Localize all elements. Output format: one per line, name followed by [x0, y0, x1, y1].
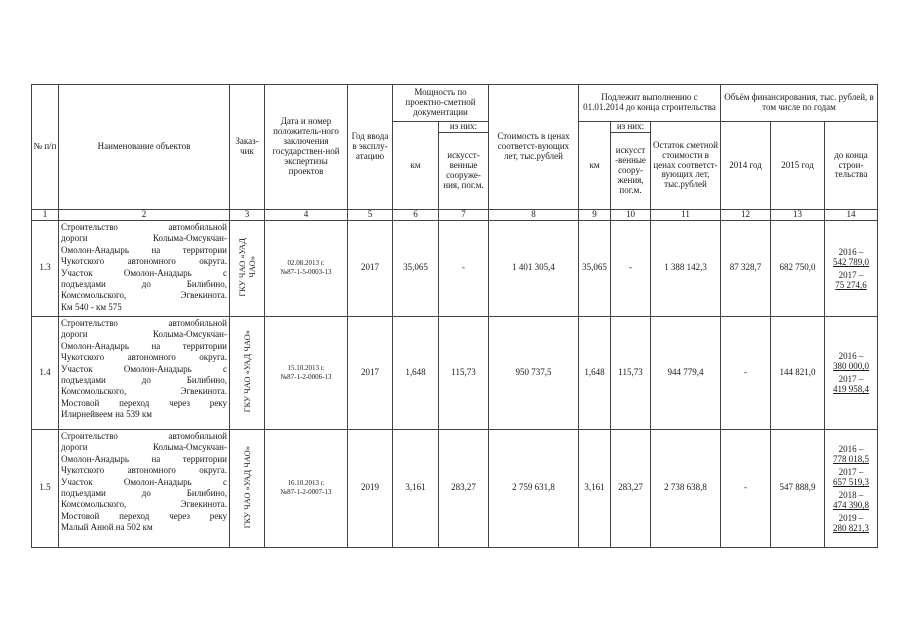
financing-amount: 380 000,0: [833, 361, 870, 372]
header-name: Наименование объектов: [59, 85, 230, 210]
financing-amount: 75 274,6: [835, 279, 867, 290]
financing-year-block: [826, 351, 876, 371]
todo-artificial: 115,73: [611, 316, 651, 429]
financing-until-end: [825, 429, 878, 547]
commission-year: 2019: [348, 429, 393, 547]
column-number-row: [32, 210, 878, 221]
capacity-km: 3,161: [393, 429, 439, 547]
object-name-line: Участок Омолон-Анадырь с: [61, 476, 227, 487]
customer-cell: [230, 220, 265, 316]
table-row: [32, 220, 878, 316]
object-name-line: Строительство автомобильной: [61, 430, 227, 441]
object-name-line: Км 540 - км 575: [61, 301, 122, 312]
header-capacity: Мощность по проектно-сметной документации: [393, 85, 489, 122]
customer-cell: [230, 316, 265, 429]
commission-year: 2017: [348, 220, 393, 316]
header-row-1: [32, 85, 878, 122]
conclusion-date: 02.08.2013 г.: [287, 259, 325, 268]
object-name-line: Илирнейвеем на 539 км: [61, 409, 152, 420]
header-of-which2: из них:: [611, 122, 651, 133]
customer: ГКУ ЧАО «УАД ЧАО»: [242, 330, 252, 413]
object-name-line: Омолон-Анадырь на территории: [61, 453, 227, 464]
header-financing: Объём финансирования, тыс. рублей, в том числе по годам: [721, 85, 878, 122]
todo-km: 35,065: [579, 220, 611, 316]
financing-year: 2017 –: [838, 269, 864, 280]
header-until-end: до конца строи-тельства: [825, 122, 878, 210]
column-number: 11: [651, 210, 721, 221]
cost: 950 737,5: [489, 316, 579, 429]
conclusion-date: 16.10.2013 г.: [287, 479, 325, 488]
financing-year: 2019 –: [838, 512, 864, 523]
financing-2015: 144 821,0: [771, 316, 825, 429]
customer: ГКУ ЧАО «УАД ЧАО»: [242, 445, 252, 529]
header-km2: км: [579, 122, 611, 210]
column-number: 5: [348, 210, 393, 221]
remainder: 2 738 638,8: [651, 429, 721, 547]
object-name-line: Комсомольского, Эгвекинота.: [61, 499, 227, 510]
column-number: 4: [265, 210, 348, 221]
conclusion-cell: [265, 316, 348, 429]
cost: 2 759 631,8: [489, 429, 579, 547]
todo-km: 3,161: [579, 429, 611, 547]
financing-year: 2017 –: [838, 374, 864, 385]
column-number: 9: [579, 210, 611, 221]
object-name-line: Малый Анюй на 502 км: [61, 522, 153, 533]
financing-amount: 419 958,4: [833, 384, 870, 395]
object-name-line: Участок Омолон-Анадырь с: [61, 267, 227, 278]
header-conclusion: Дата и номер положитель-ного заключения государствен-ной экспертизы проектов: [265, 85, 348, 210]
table-row: [32, 429, 878, 547]
conclusion-number: №87-1-2-0007-13: [280, 488, 332, 497]
financing-year: 2016 –: [838, 351, 864, 362]
header-artificial2: искусст -венные соору-жения, пог.м.: [611, 133, 651, 210]
header-2014: 2014 год: [721, 122, 771, 210]
todo-artificial: -: [611, 220, 651, 316]
financing-year-block: [826, 374, 876, 394]
financing-year: 2018 –: [838, 489, 864, 500]
financing-year-block: [826, 247, 876, 267]
column-number: 2: [59, 210, 230, 221]
capacity-artificial: -: [439, 220, 489, 316]
commission-year: 2017: [348, 316, 393, 429]
object-name-line: Комсомольского, Эгвекинота.: [61, 386, 227, 397]
customer: ГКУ ЧАО «УАД ЧАО»: [237, 237, 257, 297]
object-name: [59, 220, 230, 316]
header-km: км: [393, 122, 439, 210]
object-name-line: Омолон-Анадырь на территории: [61, 340, 227, 351]
financing-year-block: [826, 513, 876, 533]
remainder: 1 388 142,3: [651, 220, 721, 316]
conclusion-cell: [265, 429, 348, 547]
object-name-line: Мостовой переход через реку: [61, 397, 227, 408]
header-customer: Заказ-чик: [230, 85, 265, 210]
header-remainder: Остаток сметной стоимости в ценах соответст-вующих лет, тыс.рублей: [651, 122, 721, 210]
object-name-line: Омолон-Анадырь на территории: [61, 244, 227, 255]
financing-until-end: [825, 316, 878, 429]
object-name-line: Чукотского автономного округа.: [61, 465, 227, 476]
capacity-km: 35,065: [393, 220, 439, 316]
header-year: Год ввода в эксплу-атацию: [348, 85, 393, 210]
object-name: [59, 429, 230, 547]
financing-year-block: [826, 467, 876, 487]
financing-until-end: [825, 220, 878, 316]
header-num: № п/п: [32, 85, 59, 210]
objects-table: [31, 84, 878, 548]
financing-amount: 280 821,3: [833, 522, 870, 533]
object-name-line: дороги Колыма-Омсукчан-: [61, 233, 227, 244]
header-of-which: из них:: [439, 122, 489, 133]
financing-2015: 682 750,0: [771, 220, 825, 316]
column-number: 13: [771, 210, 825, 221]
object-name-line: Мостовой переход через реку: [61, 510, 227, 521]
financing-2014: 87 328,7: [721, 220, 771, 316]
todo-artificial: 283,27: [611, 429, 651, 547]
remainder: 944 779,4: [651, 316, 721, 429]
financing-2015: 547 888,9: [771, 429, 825, 547]
financing-2014: -: [721, 429, 771, 547]
column-number: 12: [721, 210, 771, 221]
conclusion-cell: [265, 220, 348, 316]
object-name-line: подъездами до Билибино,: [61, 487, 227, 498]
capacity-artificial: 283,27: [439, 429, 489, 547]
conclusion-number: №87-1-5-0003-13: [280, 268, 332, 277]
column-number: 1: [32, 210, 59, 221]
financing-year-block: [826, 270, 876, 290]
object-name-line: Чукотского автономного округа.: [61, 352, 227, 363]
object-name-line: Комсомольского, Эгвекинота.: [61, 290, 227, 301]
financing-year: 2016 –: [838, 246, 864, 257]
todo-km: 1,648: [579, 316, 611, 429]
capacity-km: 1,648: [393, 316, 439, 429]
capacity-artificial: 115,73: [439, 316, 489, 429]
header-to-do: Подлежит выполнению с 01.01.2014 до конца строительства: [579, 85, 721, 122]
object-name-line: Строительство автомобильной: [61, 317, 227, 328]
header-artificial: искусст-венные сооруже-ния, пог.м.: [439, 133, 489, 210]
column-number: 10: [611, 210, 651, 221]
financing-amount: 778 018,5: [833, 453, 870, 464]
column-number: 6: [393, 210, 439, 221]
row-number: 1.4: [32, 316, 59, 429]
object-name-line: подъездами до Билибино,: [61, 278, 227, 289]
row-number: 1.3: [32, 220, 59, 316]
financing-year: 2017 –: [838, 466, 864, 477]
financing-amount: 474 390,8: [833, 499, 870, 510]
object-name-line: дороги Колыма-Омсукчан-: [61, 442, 227, 453]
conclusion-date: 15.10.2013 г.: [287, 363, 325, 372]
financing-amount: 542 789,0: [833, 256, 870, 267]
cost: 1 401 305,4: [489, 220, 579, 316]
object-name-line: Строительство автомобильной: [61, 221, 227, 232]
column-number: 7: [439, 210, 489, 221]
object-name-line: Участок Омолон-Анадырь с: [61, 363, 227, 374]
object-name: [59, 316, 230, 429]
object-name-line: дороги Колыма-Омсукчан-: [61, 329, 227, 340]
table-row: [32, 316, 878, 429]
column-number: 8: [489, 210, 579, 221]
column-number: 3: [230, 210, 265, 221]
conclusion-number: №87-1-2-0006-13: [280, 372, 332, 381]
header-cost: Стоимость в ценах соответст-вующих лет, тыс.рублей: [489, 85, 579, 210]
financing-2014: -: [721, 316, 771, 429]
financing-year-block: [826, 490, 876, 510]
financing-year: 2016 –: [838, 443, 864, 454]
customer-cell: [230, 429, 265, 547]
column-number: 14: [825, 210, 878, 221]
row-number: 1.5: [32, 429, 59, 547]
financing-amount: 657 519,3: [833, 476, 870, 487]
object-name-line: Чукотского автономного округа.: [61, 256, 227, 267]
header-2015: 2015 год: [771, 122, 825, 210]
financing-year-block: [826, 444, 876, 464]
object-name-line: подъездами до Билибино,: [61, 374, 227, 385]
